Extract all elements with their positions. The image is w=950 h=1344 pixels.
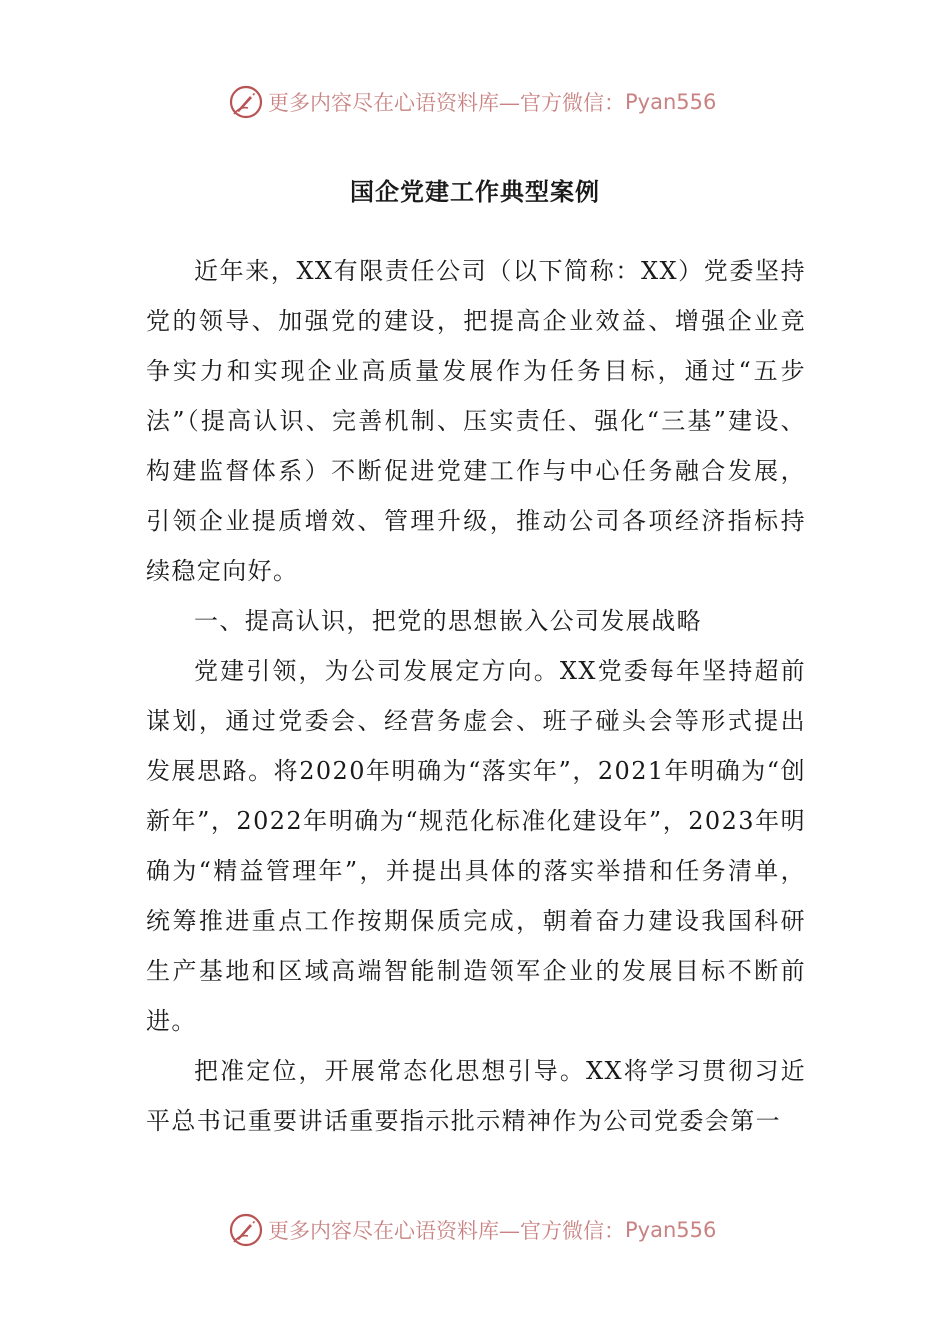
watermark-wechat-id: Pyan556	[625, 90, 717, 114]
watermark-footer	[228, 1210, 716, 1250]
document-body	[146, 246, 806, 1146]
paragraph-intro: 近年来，XX有限责任公司（以下简称：XX）党委坚持党的领导、加强党的建设，把提高企业效益、增强企业竞争实力和实现企业高质量发展作为任务目标，通过“五步法”（提高认识、完善机制、压实责任、强化“三基”建设、构建监督体系）不断促进党建工作与中心任务融合发展，引领企业提质增效、管理升级，推动公司各项经济指标持续稳定向好。	[146, 257, 806, 585]
paragraph-positioning: 把准定位，开展常态化思想引导。XX将学习贯彻习近平总书记重要讲话重要指示批示精神作为公司党委会第一	[146, 1057, 806, 1135]
watermark-text: 更多内容尽在心语资料库—官方微信：	[268, 1219, 625, 1243]
watermark-wechat-id: Pyan556	[625, 1218, 717, 1242]
watermark-text: 更多内容尽在心语资料库—官方微信：	[268, 91, 625, 115]
watermark-header	[228, 82, 716, 122]
section-heading-1: 一、提高认识，把党的思想嵌入公司发展战略	[194, 607, 702, 635]
pen-nib-logo-icon	[228, 1212, 264, 1248]
paragraph-party-guidance: 党建引领，为公司发展定方向。XX党委每年坚持超前谋划，通过党委会、经营务虚会、班子碰头会等形式提出发展思路。将2020年明确为“落实年”，2021年明确为“创新年”，2022年明确为“规范化标准化建设年”，2023年明确为“精益管理年”，并提出具体的落实举措和任务清单，统筹推进重点工作按期保质完成，朝着奋力建设我国科研生产基地和区域高端智能制造领军企业的发展目标不断前进。	[146, 657, 806, 1035]
pen-nib-logo-icon	[228, 84, 264, 120]
page-title: 国企党建工作典型案例	[350, 177, 600, 206]
